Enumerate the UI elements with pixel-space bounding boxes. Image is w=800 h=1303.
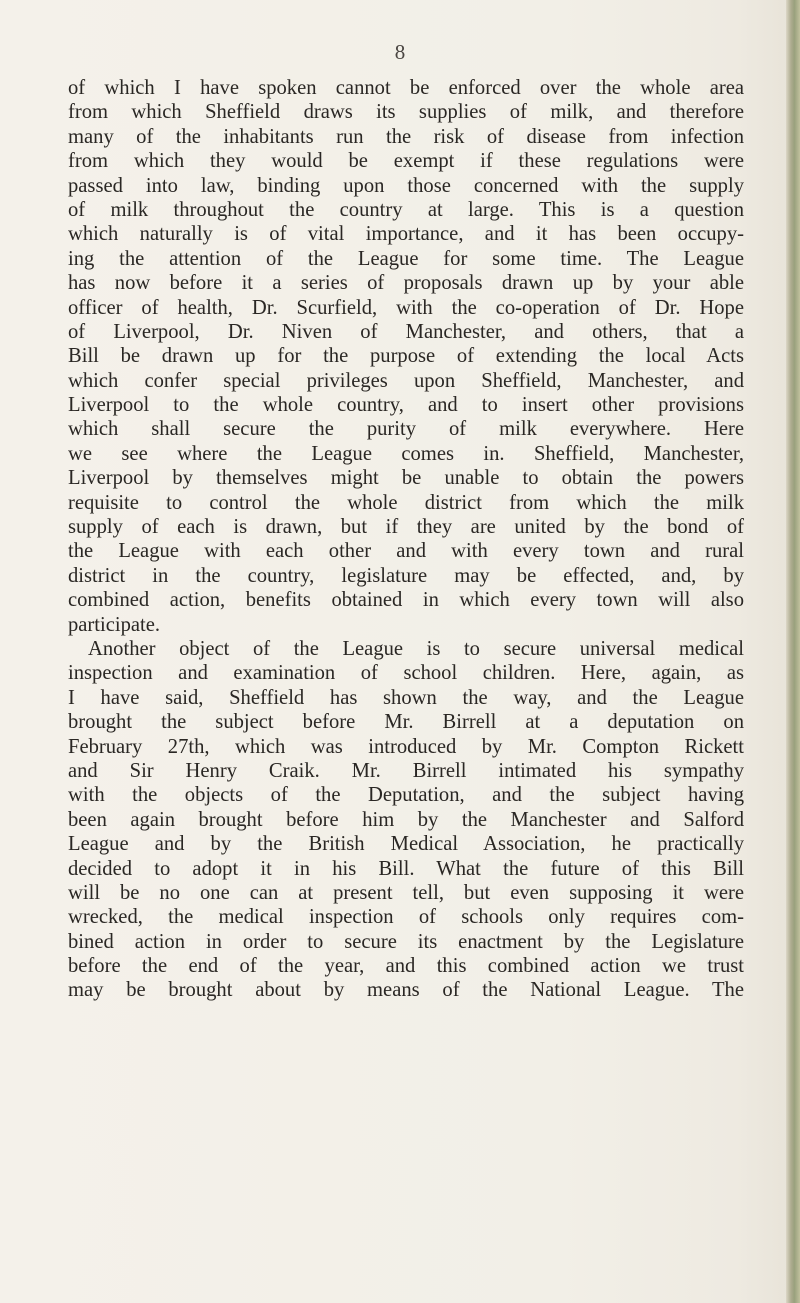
text-line: of milk throughout the country at large. This is a question — [68, 198, 744, 221]
text-line: Another object of the League is to secure universal medical — [88, 637, 744, 660]
body-text — [68, 76, 744, 1003]
text-line: League and by the British Medical Association, he practically — [68, 833, 744, 856]
text-line: decided to adopt it in his Bill. What the future of this Bill — [68, 857, 744, 880]
text-line: which naturally is of vital importance, and it has been occupy- — [68, 223, 744, 246]
text-line: from which Sheffield draws its supplies of milk, and therefore — [68, 101, 744, 124]
text-line: of Liverpool, Dr. Niven of Manchester, and others, that a — [68, 320, 744, 343]
text-line: Liverpool to the whole country, and to insert other provisions — [68, 394, 744, 417]
text-line: officer of health, Dr. Scurfield, with the co-operation of Dr. Hope — [68, 296, 744, 319]
text-line: the League with each other and with every town and rural — [68, 540, 744, 563]
text-line: I have said, Sheffield has shown the way, and the League — [68, 686, 744, 709]
text-line: which shall secure the purity of milk everywhere. Here — [68, 418, 744, 441]
text-line: with the objects of the Deputation, and the subject having — [68, 784, 744, 807]
text-line: will be no one can at present tell, but even supposing it were — [68, 881, 744, 904]
page-number: 8 — [394, 40, 406, 64]
text-line: has now before it a series of proposals drawn up by your able — [68, 272, 744, 295]
page-edge-border — [786, 0, 800, 1303]
text-line: may be brought about by means of the National League. The — [68, 979, 744, 1002]
text-line: of which I have spoken cannot be enforced over the whole area — [68, 77, 744, 99]
text-line: inspection and examination of school children. Here, again, as — [68, 662, 744, 685]
text-line: passed into law, binding upon those concerned with the supply — [68, 174, 744, 197]
text-line: from which they would be exempt if these regulations were — [68, 150, 744, 173]
text-line: February 27th, which was introduced by Mr. Compton Rickett — [68, 735, 744, 758]
text-line: combined action, benefits obtained in which every town will also — [68, 589, 744, 612]
text-line: wrecked, the medical inspection of schools only requires com- — [68, 906, 744, 929]
text-line: Bill be drawn up for the purpose of extending the local Acts — [68, 345, 744, 368]
text-line: bined action in order to secure its enactment by the Legislature — [68, 930, 744, 953]
text-line: ing the attention of the League for some time. The League — [68, 247, 744, 270]
text-line: we see where the League comes in. Sheffield, Manchester, — [68, 442, 744, 465]
text-line: Liverpool by themselves might be unable to obtain the powers — [68, 467, 744, 490]
text-line: many of the inhabitants run the risk of disease from infection — [68, 125, 744, 148]
text-line: brought the subject before Mr. Birrell at a deputation on — [68, 711, 744, 734]
text-line: and Sir Henry Craik. Mr. Birrell intimated his sympathy — [68, 759, 744, 782]
text-line: been again brought before him by the Manchester and Salford — [68, 808, 744, 831]
text-line: participate. — [68, 613, 161, 636]
text-line: which confer special privileges upon Sheffield, Manchester, and — [68, 369, 744, 392]
text-line: supply of each is drawn, but if they are united by the bond of — [68, 516, 744, 539]
text-line: before the end of the year, and this combined action we trust — [68, 955, 744, 978]
text-line: district in the country, legislature may be effected, and, by — [68, 564, 744, 587]
text-line: requisite to control the whole district from which the milk — [68, 491, 744, 514]
